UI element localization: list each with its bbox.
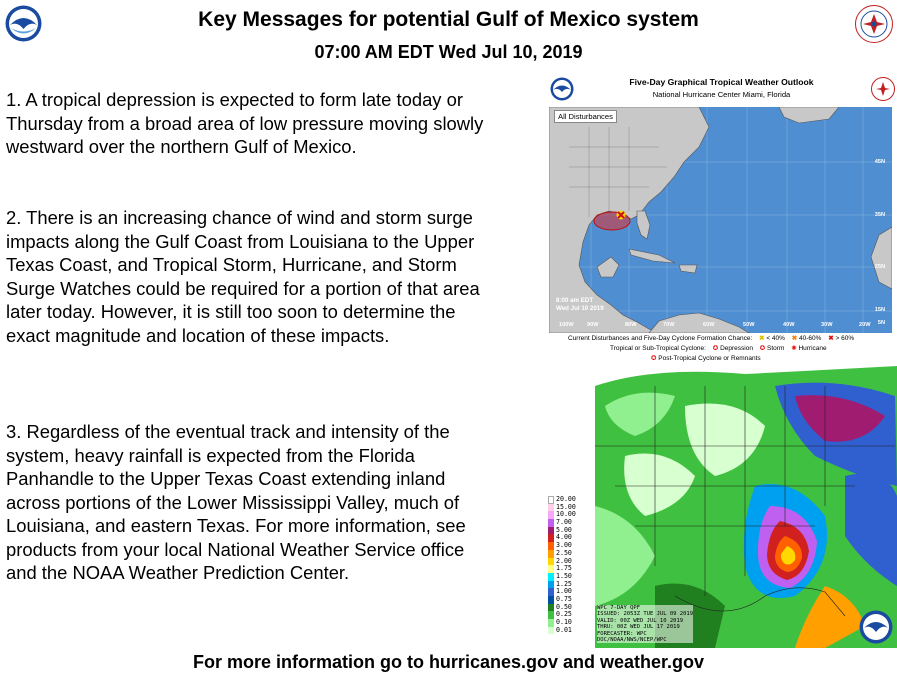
scale-label: 3.00 xyxy=(556,541,572,550)
scale-label: 15.00 xyxy=(556,502,576,511)
low-chance-icon: ✖ xyxy=(759,335,765,342)
high-chance-icon: ✖ xyxy=(828,335,834,342)
scale-label: 0.25 xyxy=(556,610,572,619)
page-title: Key Messages for potential Gulf of Mexico system xyxy=(198,8,699,31)
wpc-note-line: VALID: 00Z WED JUL 10 2019 xyxy=(597,617,684,624)
lon-label: 50W xyxy=(743,322,755,328)
scale-label: 0.50 xyxy=(556,602,572,611)
legend-chance-label: Current Disturbances and Five-Day Cyclone Formation Chance: xyxy=(568,335,753,342)
legend-mid: 40-60% xyxy=(799,335,822,342)
scale-swatch xyxy=(548,565,554,573)
all-disturbances-label: All Disturbances xyxy=(554,110,617,123)
outlook-date-line1: 8:00 am EDT xyxy=(556,297,594,304)
legend-low: < 40% xyxy=(766,335,785,342)
footer-info: For more information go to hurricanes.gov and weather.gov xyxy=(192,652,705,672)
outlook-subtitle: National Hurricane Center Miami, Florida xyxy=(652,90,791,99)
lon-label: 60W xyxy=(703,322,715,328)
scale-swatch xyxy=(548,573,554,581)
scale-swatch xyxy=(548,550,554,558)
legend-depression: Depression xyxy=(720,345,753,352)
rainfall-forecast-graphic xyxy=(546,366,897,648)
scale-label: 4.00 xyxy=(556,533,572,542)
scale-label: 0.10 xyxy=(556,618,572,626)
scale-swatch xyxy=(548,534,554,542)
lon-label: 30W xyxy=(821,322,833,328)
scale-swatch xyxy=(548,611,554,619)
key-message-1: 1. A tropical depression is expected to form late today or Thursday from a broad area of low pressure moving slowly westward over the northern Gulf of Mexico. xyxy=(6,89,484,157)
scale-label: 7.00 xyxy=(556,518,572,527)
lon-label: 90W xyxy=(587,322,599,328)
scale-swatch xyxy=(548,542,554,550)
wpc-note-line: DOC/NOAA/NWS/NCEP/WPC xyxy=(597,637,667,644)
legend-storm: Storm xyxy=(767,345,785,352)
legend-post-tropical: Post-Tropical Cyclone or Remnants xyxy=(658,355,761,362)
wpc-product-info xyxy=(597,605,693,643)
scale-swatch xyxy=(548,619,554,627)
post-tropical-icon: ✪ xyxy=(651,355,657,362)
scale-label: 20.00 xyxy=(556,495,576,503)
scale-swatch xyxy=(548,558,554,566)
scale-label: 0.01 xyxy=(556,625,572,634)
scale-swatch xyxy=(548,627,554,635)
scale-label: 1.75 xyxy=(556,564,572,573)
depression-icon: ✪ xyxy=(712,345,719,352)
outlook-date-line2: Wed Jul 10 2019 xyxy=(556,305,604,312)
outlook-legend xyxy=(546,334,897,364)
legend-cyclone-label: Tropical or Sub-Tropical Cyclone: xyxy=(610,345,706,352)
wpc-note-line: WPC 7-DAY QPF xyxy=(597,605,641,611)
scale-swatch xyxy=(548,519,554,527)
scale-label: 0.75 xyxy=(556,594,572,603)
scale-swatch xyxy=(548,511,554,519)
legend-high: > 60% xyxy=(835,335,855,342)
tropical-outlook-graphic xyxy=(546,74,897,364)
wpc-note-line: ISSUED: 2053Z TUE JUL 09 2019 xyxy=(597,611,694,618)
scale-swatch xyxy=(548,581,554,589)
outlook-map xyxy=(549,107,892,333)
lon-label: 100W xyxy=(559,322,574,328)
scale-swatch xyxy=(548,527,554,535)
scale-swatch xyxy=(548,504,554,512)
outlook-title: Five-Day Graphical Tropical Weather Outlook xyxy=(629,77,814,87)
lat-label: 15N xyxy=(874,307,885,313)
scale-label: 1.25 xyxy=(556,579,572,588)
wpc-note-line: FORECASTER: WPC xyxy=(597,630,647,637)
outlook-date xyxy=(556,297,616,313)
hurricane-icon: ✺ xyxy=(791,345,797,352)
scale-swatch xyxy=(548,496,554,504)
rainfall-scale xyxy=(548,496,596,634)
outlook-nws-logo-icon xyxy=(871,77,895,101)
key-message-3: 3. Regardless of the eventual track and intensity of the system, heavy rainfall is expected from the Florida Panhandle to the Upper Texas Coast extending inland across portions of the Lower Mississippi Valley, much of Louisiana, and eastern Texas. For more information, see products from your local National Weather Service office and the NOAA Weather Prediction Center. xyxy=(6,421,466,583)
mid-chance-icon: ✖ xyxy=(791,335,798,342)
lon-label: 20W xyxy=(859,322,871,328)
wpc-note-line: THRU: 00Z WED JUL 17 2019 xyxy=(597,624,680,631)
lat-label: 5N xyxy=(877,320,885,326)
lon-label: 40W xyxy=(783,322,795,328)
scale-label: 1.50 xyxy=(556,571,572,580)
scale-swatch xyxy=(548,604,554,612)
scale-swatch xyxy=(548,588,554,596)
legend-row-chance xyxy=(546,334,897,344)
wpc-noaa-logo-icon xyxy=(859,610,893,644)
scale-label: 5.00 xyxy=(556,525,572,534)
page-subtitle: 07:00 AM EDT Wed Jul 10, 2019 xyxy=(314,42,583,62)
lat-label: 45N xyxy=(874,159,885,165)
lon-label: 80W xyxy=(625,322,637,328)
scale-label: 2.50 xyxy=(556,548,572,557)
scale-label: 2.00 xyxy=(556,556,572,565)
lat-label: 25N xyxy=(874,264,885,270)
key-message-2: 2. There is an increasing chance of wind and storm surge impacts along the Gulf Coast from Louisiana to the Upper Texas Coast, and Tropical Storm, Hurricane, and Storm Surge Watches could be required for a portion of that area later today. However, it is still too soon to determine the exact magnitude and location of these impacts. xyxy=(6,207,480,346)
scale-swatch xyxy=(548,596,554,604)
scale-label: 10.00 xyxy=(556,510,576,519)
storm-icon: ✪ xyxy=(759,345,766,352)
legend-hurricane: Hurricane xyxy=(798,345,827,352)
legend-row-post xyxy=(546,354,897,364)
legend-row-cyclone xyxy=(546,344,897,354)
scale-label: 1.00 xyxy=(556,587,572,596)
outlook-header xyxy=(546,74,897,105)
lat-label: 35N xyxy=(874,212,885,218)
formation-marker-icon xyxy=(617,211,626,220)
lon-label: 70W xyxy=(663,322,675,328)
